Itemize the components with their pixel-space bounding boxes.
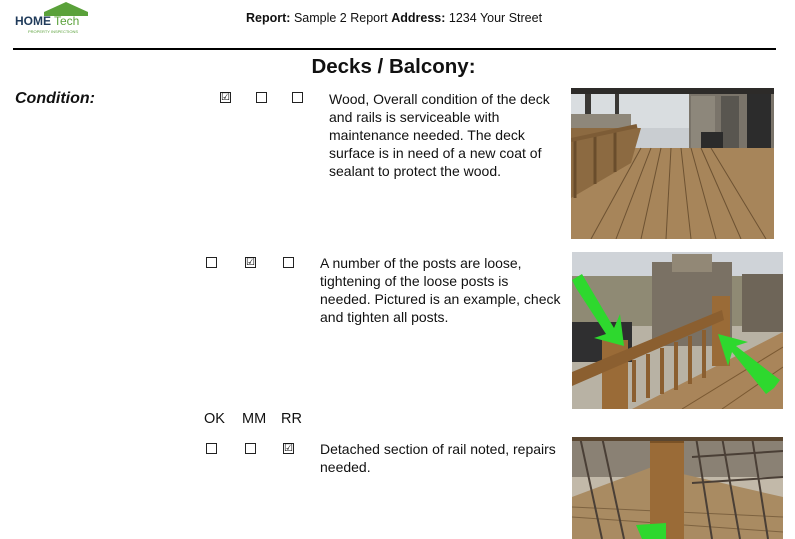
item3-ok-checkbox[interactable] xyxy=(206,443,217,454)
item1-mm-checkbox[interactable] xyxy=(256,92,267,103)
logo-home-text: HOME xyxy=(15,14,51,28)
item2-ok-checkbox[interactable] xyxy=(206,257,217,268)
item3-mm-checkbox[interactable] xyxy=(245,443,256,454)
header-divider xyxy=(13,48,776,50)
item1-description: Wood, Overall condition of the deck and rails is serviceable with maintenance needed. The deck surface is in need of a new coat of sealant to protect the wood. xyxy=(329,91,550,179)
condition-label: Condition: xyxy=(15,90,95,107)
report-info xyxy=(246,11,542,25)
item1-ok-checkbox[interactable]: ☑ xyxy=(221,92,230,103)
legend-rr: RR xyxy=(281,411,302,427)
detached-rail-photo xyxy=(572,437,783,539)
logo-tagline: PROPERTY INSPECTIONS xyxy=(28,29,79,34)
home-tech-logo xyxy=(14,2,94,38)
report-value: Sample 2 Report xyxy=(293,11,388,25)
legend-ok: OK xyxy=(204,411,225,427)
legend-mm: MM xyxy=(242,411,267,427)
address-label: Address: xyxy=(391,11,446,25)
logo-tech-text: Tech xyxy=(54,14,80,28)
item3-description: Detached section of rail noted, repairs needed. xyxy=(320,441,556,475)
address-value: 1234 Your Street xyxy=(448,11,543,25)
item1-rr-checkbox[interactable] xyxy=(292,92,303,103)
item2-rr-checkbox[interactable] xyxy=(283,257,294,268)
deck-overview-photo xyxy=(571,88,774,239)
report-label: Report: xyxy=(246,11,291,25)
item2-mm-checkbox[interactable]: ☑ xyxy=(246,257,255,268)
section-title: Decks / Balcony: xyxy=(311,55,476,78)
loose-post-photo xyxy=(572,252,783,409)
item2-description: A number of the posts are loose, tightening of the loose posts is needed. Pictured is an example, check and tighten all posts. xyxy=(320,255,561,325)
item3-rr-checkbox[interactable]: ☑ xyxy=(284,443,293,454)
